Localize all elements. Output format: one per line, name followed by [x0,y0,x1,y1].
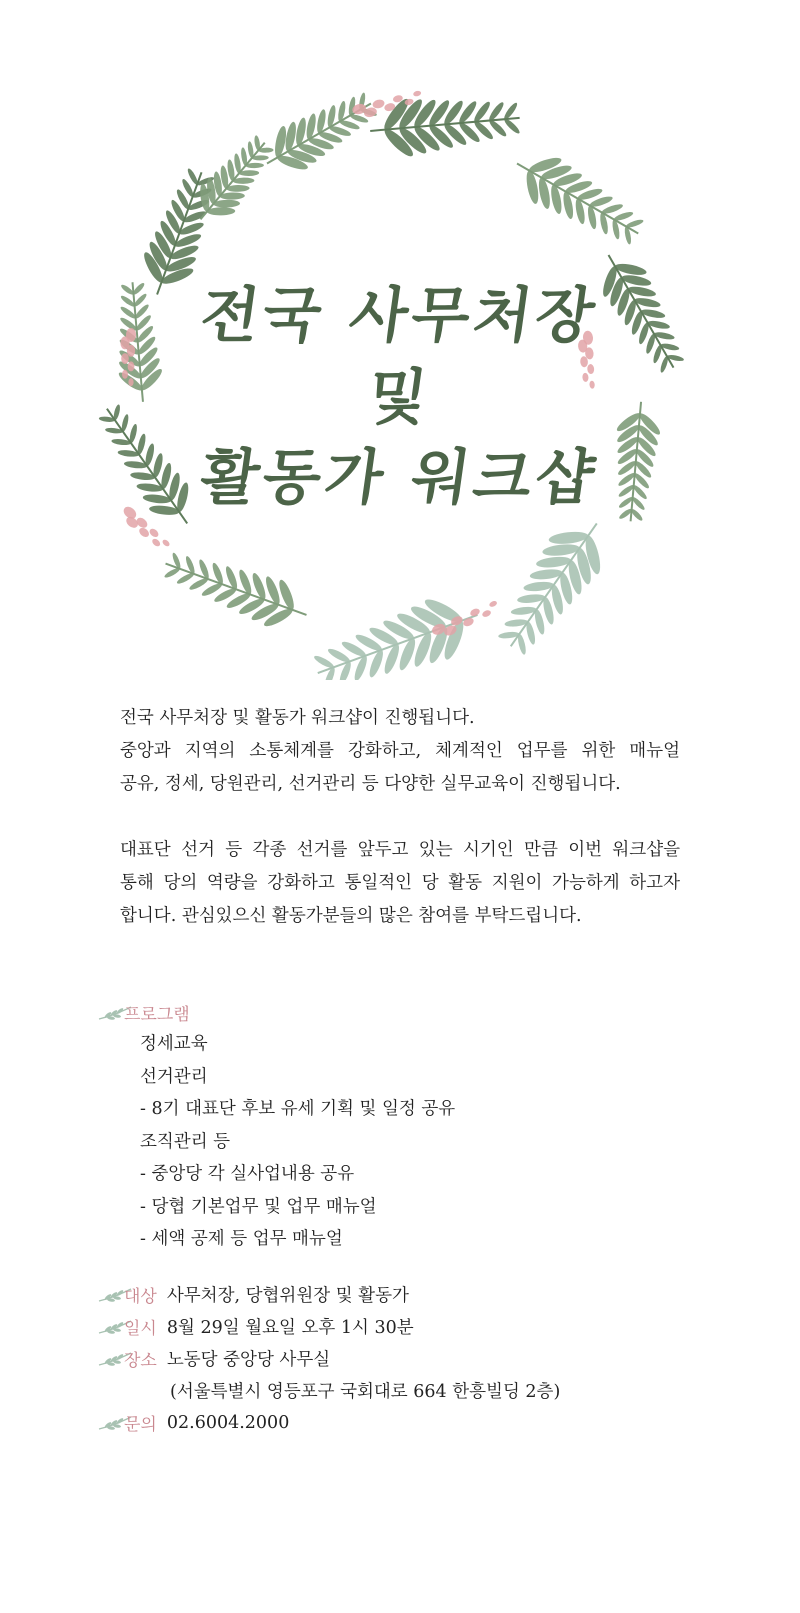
contact-label: 문의 [124,1415,157,1435]
program-item: - 중앙당 각 실사업내용 공유 [140,1164,355,1184]
hero-title-line-1: 전국 사무처장 [196,281,603,351]
program-item: - 8기 대표단 후보 유세 기획 및 일정 공유 [140,1099,456,1119]
fern-branch [313,596,478,680]
place-row [98,1346,330,1371]
contact-row [98,1410,289,1435]
contact-value: 02.6004.2000 [166,1412,290,1433]
hero-title-line-2: 및 [363,363,436,433]
target-row [98,1282,409,1307]
intro-text [120,702,680,933]
program-item: 조직관리 등 [140,1131,231,1152]
program-item: - 당협 기본업무 및 업무 매뉴얼 [140,1196,377,1217]
program-label: 프로그램 [124,1005,190,1025]
intro-line: 합니다. 관심있으신 활동가분들의 많은 참여를 부탁드립니다. [120,906,582,926]
intro-line: 공유, 정세, 당원관리, 선거관리 등 다양한 실무교육이 진행됩니다. [120,774,621,794]
program-item: 선거관리 [140,1066,208,1087]
date-value: 8월 29일 월요일 오후 1시 30분 [166,1318,414,1338]
place-label: 장소 [124,1351,157,1371]
place-value: 노동당 중앙당 사무실 [166,1350,331,1370]
intro-line: 대표단 선거 등 각종 선거를 앞두고 있는 시기인 만큼 이번 워크샵을 [120,840,680,860]
program-item: 정세교육 [140,1034,208,1054]
intro-line: 중앙과 지역의 소통체계를 강화하고, 체계적인 업무를 위한 매뉴얼 [120,741,680,761]
wreath-hero [0,0,800,680]
target-label: 대상 [124,1287,157,1307]
place-address: (서울특별시 영등포구 국회대로 664 한흥빌딩 2층) [170,1382,561,1402]
fern-branch [199,135,274,219]
fern-branch [498,523,603,655]
intro-line: 통해 당의 역량을 강화하고 통일적인 당 활동 지원이 가능하게 하고자 [120,873,680,893]
hero-title-line-3: 활동가 워크샵 [196,443,603,513]
fern-branch [163,552,306,629]
date-row [98,1314,414,1339]
target-value: 사무처장, 당협위원장 및 활동가 [166,1286,409,1306]
program-list [140,1028,455,1256]
date-label: 일시 [124,1319,157,1339]
fern-branch [517,155,644,245]
intro-line: 전국 사무처장 및 활동가 워크샵이 진행됩니다. [120,708,475,728]
program-item: - 세액 공제 등 업무 매뉴얼 [140,1229,343,1249]
program-heading [98,1000,190,1025]
